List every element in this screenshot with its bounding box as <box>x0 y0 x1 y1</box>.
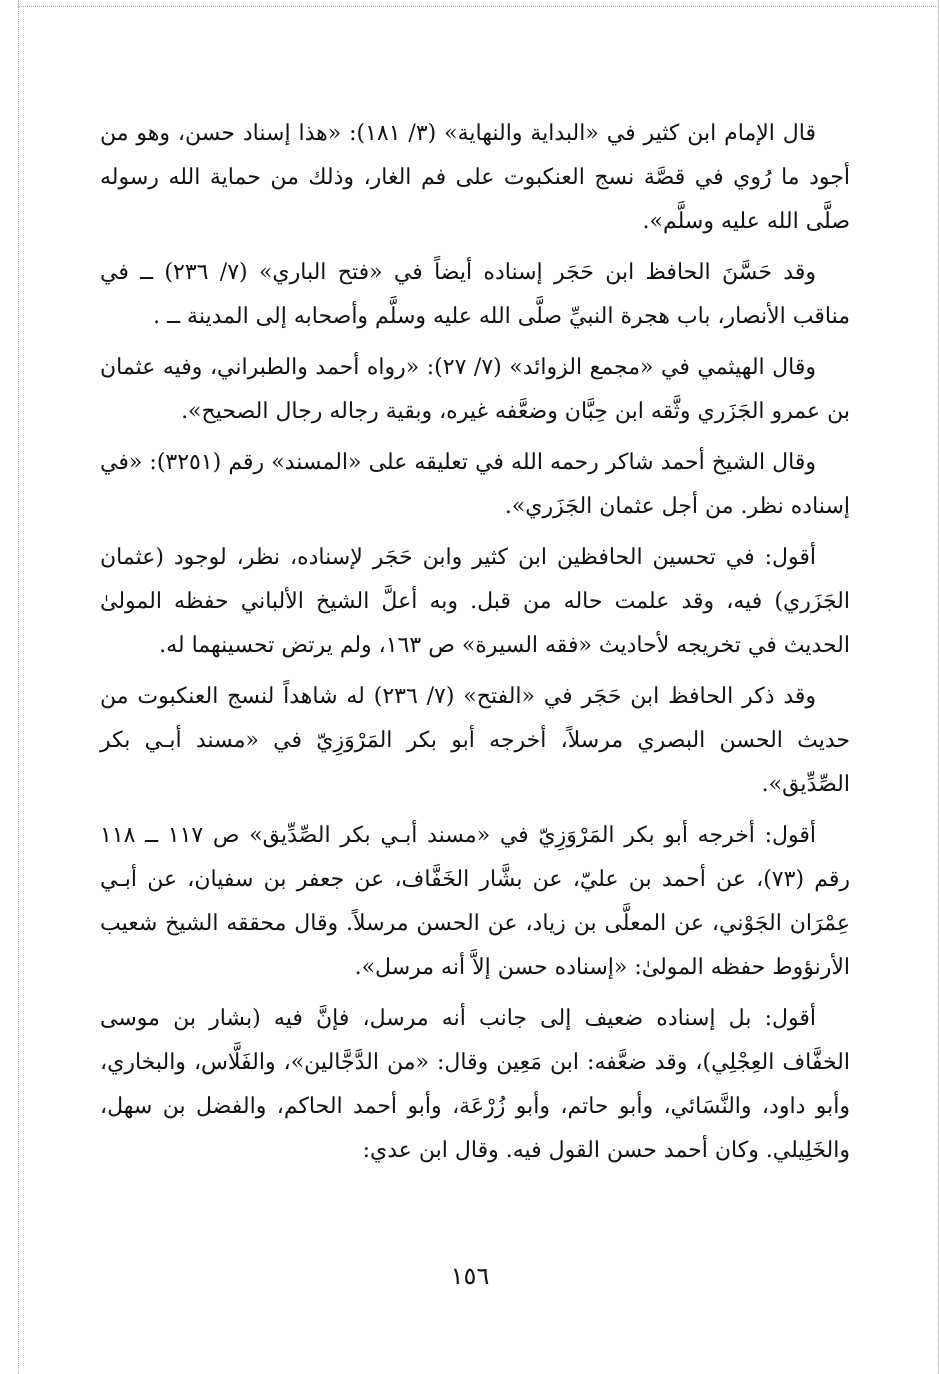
scan-margin-line <box>18 6 938 7</box>
paragraph: أقول: في تحسين الحافظين ابن كثير وابن حَجَر لإسناده، نظر، لوجود (عثمان الجَزَري) فيه، وقد علمت حاله من قبل. وبه أعلَّ الشيخ الألباني حفظه المولىٰ الحديث في تخريجه لأحاديث «فقه السيرة» ص ١٦٣، ولم يرتض تحسينهما له. <box>100 545 850 658</box>
paragraph: وقال الشيخ أحمد شاكر رحمه الله في تعليقه على «المسند» رقم (٣٢٥١): «في إسناده نظر. من أجل عثمان الجَزَري». <box>100 450 850 519</box>
paragraph: وقال الهيثمي في «مجمع الزوائد» (٧/ ٢٧): «رواه أحمد والطبراني، وفيه عثمان بن عمرو الجَزَري وثَّقه ابن حِبَّان وضعَّفه غيره، وبقية رجاله رجال الصحيح». <box>100 355 850 424</box>
paragraph: وقد حَسَّنَ الحافظ ابن حَجَر إسناده أيضاً في «فتح الباري» (٧/ ٢٣٦) ــ في مناقب الأنصار، باب هجرة النبيِّ صلَّى الله عليه وسلَّم وأصحابه إلى المدينة ــ . <box>100 260 850 329</box>
paragraph: قال الإمام ابن كثير في «البداية والنهاية» (٣/ ١٨١): «هذا إسناد حسن، وهو من أجود ما رُوي في قصَّة نسج العنكبوت على فم الغار، وذلك من حماية الله رسوله صلَّى الله عليه وسلَّم». <box>100 121 850 234</box>
page-number: ١٥٦ <box>450 1262 490 1290</box>
paragraph: أقول: أخرجه أبو بكر المَرْوَزِيّ في «مسند أبـي بكر الصِّدِّيق» ص ١١٧ ــ ١١٨ رقم (٧٣)، عن أحمد بن عليّ، عن بشَّار الخَفَّاف، عن جعفر بن سفيان، عن أبـي عِمْرَان الجَوْني، عن المعلَّى بن زياد، عن الحسن مرسلاً. وقال محققه الشيخ شعيب الأرنؤوط حفظه المولىٰ: «إسناده حسن إلاَّ أنه مرسل». <box>100 823 850 980</box>
scan-margin-line <box>938 0 939 1374</box>
body-text <box>100 112 850 1180</box>
scan-margin-line <box>18 0 19 1374</box>
paragraph: أقول: بل إسناده ضعيف إلى جانب أنه مرسل، فإنَّ فيه (بشار بن موسى الخفَّاف العِجْلِي)، وقد ضعَّفه: ابن مَعِين وقال: «من الدَّجَّالين»، والفَلَّاس، والبخاري، وأبو داود، والنَّسَائي، وأبو حاتم، وأبو زُرْعَة، وأبو أحمد الحاكم، والفضل بن سهل، والخَلِيلي. وكان أحمد حسن القول فيه. وقال ابن عدي: <box>100 1006 850 1163</box>
paragraph: وقد ذكر الحافظ ابن حَجَر في «الفتح» (٧/ ٢٣٦) له شاهداً لنسج العنكبوت من حديث الحسن البصري مرسلاً، أخرجه أبو بكر المَرْوَزِيّ في «مسند أبـي بكر الصِّدِّيق». <box>100 684 850 797</box>
